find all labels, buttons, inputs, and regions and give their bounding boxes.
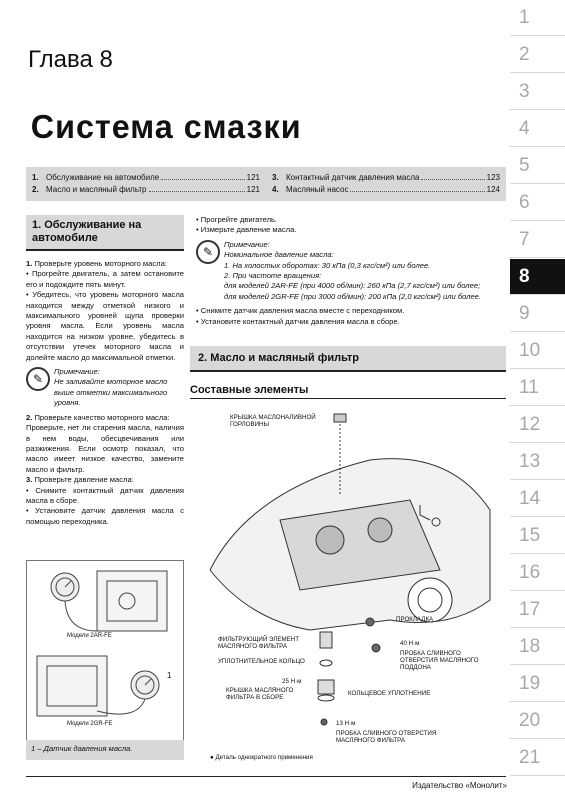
toc-leader: [421, 173, 484, 180]
note-line: Номинальное давление масла:: [224, 250, 334, 260]
note-icon: ✎: [196, 240, 220, 264]
tab-11[interactable]: 11: [510, 370, 565, 406]
torque-label: 13 Н·м: [336, 720, 356, 727]
toc-leader: [161, 173, 244, 180]
components-heading: Составные элементы: [190, 384, 506, 399]
right-column: [196, 215, 496, 327]
toc-number: 2.: [32, 185, 39, 194]
toc-title: Контактный датчик давления масла: [286, 173, 420, 182]
part-label: КОЛЬЦЕВОЕ УПЛОТНЕНИЕ: [348, 690, 431, 697]
bullet: • Прогрейте двигатель, а затем остановите его и подождите пять минут.: [26, 269, 184, 289]
section-1-heading: 1. Обслуживание на автомобиле: [26, 215, 184, 251]
note-line: для моделей 2AR-FE (при 4000 об/мин): 260 кПа (2,7 кгс/см²) или более;: [224, 281, 481, 291]
torque-label: 25 Н·м: [282, 678, 302, 685]
toc-leader: [149, 185, 245, 192]
paragraph: Проверьте, нет ли старения масла, наличия в нем воды, обесцвечивания или разжижения. Если осмотр показал, что масло имеет низкое качество, замените масло и фильтр.: [26, 423, 184, 474]
figure-label: Модели 2GR-FE: [67, 721, 113, 727]
tab-20[interactable]: 20: [510, 703, 565, 739]
toc-number: 4.: [272, 185, 279, 194]
part-label: ФИЛЬТРУЮЩИЙ ЭЛЕМЕНТ МАСЛЯНОГО ФИЛЬТРА: [218, 636, 299, 650]
step-text: Проверьте качество моторного масла:: [34, 412, 170, 422]
tab-15[interactable]: 15: [510, 518, 565, 554]
gauge-illustration: [27, 561, 183, 739]
part-label: 40 Н·м: [400, 640, 420, 647]
toc-title: Масляный насос: [286, 185, 349, 194]
page-title: Система смазки: [30, 108, 302, 145]
toc-title: Масло и масляный фильтр: [46, 185, 147, 194]
note: [196, 240, 496, 302]
note-heading: Примечание:: [224, 239, 270, 249]
tab-7[interactable]: 7: [510, 222, 565, 258]
callout-number: 1: [167, 671, 172, 680]
step-text: Проверьте уровень моторного масла:: [34, 259, 167, 268]
bullet: • Установите контактный датчик давления масла в сборе.: [196, 316, 400, 326]
engine-illustration: [190, 400, 506, 772]
bullet: • Убедитесь, что уровень моторного масла находится между отметкой низкого и максимального уровней щупа проверки уровня масла. Если уровень масла находится на низком уровне, убедитесь в отсутствии утечек моторного масла и долейте масло до максимальной отметки.: [26, 290, 184, 362]
tab-1[interactable]: 1: [510, 0, 565, 36]
part-label: КРЫШКА МАСЛЯНОГО ФИЛЬТРА В СБОРЕ: [226, 687, 294, 701]
bullet: • Установите датчик давления масла с помощью переходника.: [26, 506, 184, 526]
toc-item[interactable]: [272, 185, 500, 194]
legend: ● Деталь однократного применения: [210, 754, 313, 761]
toc-item[interactable]: [32, 173, 260, 182]
chapter-tabs: [510, 0, 565, 778]
step-number: 1.: [26, 259, 33, 268]
bullet: • Измерьте давление масла.: [196, 225, 297, 235]
toc-page: 121: [246, 185, 260, 194]
tab-18[interactable]: 18: [510, 629, 565, 665]
step-3: [26, 475, 184, 485]
step-text: Проверьте давление масла:: [34, 475, 134, 485]
section-2-heading: 2. Масло и масляный фильтр: [190, 346, 506, 372]
toc-page: 124: [486, 185, 500, 194]
bullet: • Прогрейте двигатель.: [196, 215, 278, 224]
bullet: • Снимите контактный датчик давления масла в сборе.: [26, 485, 184, 505]
step-number: 2.: [26, 412, 33, 422]
tab-5[interactable]: 5: [510, 148, 565, 184]
toc-page: 123: [486, 173, 500, 182]
tab-3[interactable]: 3: [510, 74, 565, 110]
pressure-gauge-figure: [26, 560, 184, 750]
chapter-heading: Глава 8: [28, 46, 113, 73]
components-diagram: [190, 400, 506, 772]
tab-19[interactable]: 19: [510, 666, 565, 702]
toc-page: 121: [246, 173, 260, 182]
tab-4[interactable]: 4: [510, 111, 565, 147]
tab-2[interactable]: 2: [510, 37, 565, 73]
note: [26, 367, 184, 409]
note-line: для моделей 2GR-FE (при 3000 об/мин): 200 кПа (2,0 кгс/см²) или более.: [224, 291, 481, 301]
toc-leader: [350, 185, 484, 192]
tab-21[interactable]: 21: [510, 740, 565, 776]
tab-14[interactable]: 14: [510, 481, 565, 517]
step-number: 3.: [26, 475, 33, 485]
tab-6[interactable]: 6: [510, 185, 565, 221]
part-label: ПРОБКА СЛИВНОГО ОТВЕРСТИЯ МАСЛЯНОГО ФИЛЬТРА: [336, 730, 437, 744]
part-label: КРЫШКА МАСЛОНАЛИВНОЙ ГОРЛОВИНЫ: [230, 414, 316, 428]
toc-item[interactable]: [32, 185, 260, 194]
step-1: [26, 259, 184, 269]
bullet: • Снимите датчик давления масла вместе с переходником.: [196, 306, 405, 316]
left-column: [26, 215, 184, 527]
tab-16[interactable]: 16: [510, 555, 565, 591]
tab-13[interactable]: 13: [510, 444, 565, 480]
toc-item[interactable]: [272, 173, 500, 182]
table-of-contents: [26, 167, 506, 201]
figure-label: Модели 2AR-FE: [67, 633, 112, 639]
note-heading: Примечание:: [54, 367, 100, 377]
figure-caption: 1 – Датчик давления масла.: [26, 740, 184, 760]
publisher: Издательство «Монолит»: [412, 781, 507, 790]
footer-divider: [26, 776, 506, 777]
note-line: 1. На холостых оборотах: 30 кПа (0,3 кгс/см²) или более.: [224, 260, 431, 270]
toc-title: Обслуживание на автомобиле: [46, 173, 160, 182]
part-label: ПРОБКА СЛИВНОГО ОТВЕРСТИЯ МАСЛЯНОГО ПОДДОНА: [400, 650, 479, 671]
note-icon: ✎: [26, 367, 50, 391]
tab-9[interactable]: 9: [510, 296, 565, 332]
toc-number: 3.: [272, 173, 279, 182]
tab-17[interactable]: 17: [510, 592, 565, 628]
note-line: 2. При частоте вращения:: [224, 271, 322, 281]
part-label: УПЛОТНИТЕЛЬНОЕ КОЛЬЦО: [218, 658, 305, 665]
toc-number: 1.: [32, 173, 39, 182]
tab-12[interactable]: 12: [510, 407, 565, 443]
step-2: [26, 413, 184, 423]
tab-8-active[interactable]: 8: [510, 259, 565, 295]
note-text: Не заливайте моторное масло выше отметки максимального уровня.: [54, 377, 168, 408]
tab-10[interactable]: 10: [510, 333, 565, 369]
part-label: ПРОКЛАДКА: [396, 616, 434, 623]
